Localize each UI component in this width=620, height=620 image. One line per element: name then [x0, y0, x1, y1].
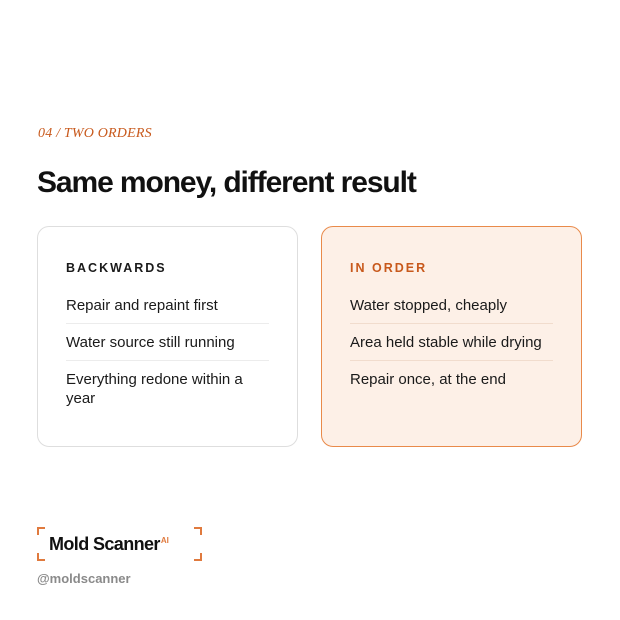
list-item: Repair once, at the end	[350, 371, 506, 388]
list-item: Repair and repaint first	[66, 287, 269, 324]
social-handle: @moldscanner	[37, 571, 131, 586]
frame-corner-icon	[37, 553, 45, 561]
list-item: Water source still running	[66, 324, 269, 361]
frame-corner-icon	[194, 527, 202, 535]
card-backwards	[37, 226, 298, 447]
brand-suffix: AI	[160, 536, 169, 545]
headline: Same money, different result	[37, 166, 416, 199]
list-item: Area held stable while drying	[350, 324, 553, 361]
frame-corner-icon	[194, 553, 202, 561]
frame-corner-icon	[37, 527, 45, 535]
card-in-order-title: IN ORDER	[350, 261, 428, 275]
list-item: Water stopped, cheaply	[350, 287, 553, 324]
list-item: Everything redone within a year	[66, 371, 243, 407]
card-backwards-list	[66, 287, 269, 416]
brand-logo	[37, 527, 202, 561]
card-in-order-list	[350, 287, 553, 397]
card-in-order	[321, 226, 582, 447]
eyebrow-label: 04 / TWO ORDERS	[38, 126, 152, 141]
brand-name	[49, 534, 169, 555]
brand-name-text: Mold Scanner	[49, 534, 160, 554]
card-backwards-title: BACKWARDS	[66, 261, 167, 275]
